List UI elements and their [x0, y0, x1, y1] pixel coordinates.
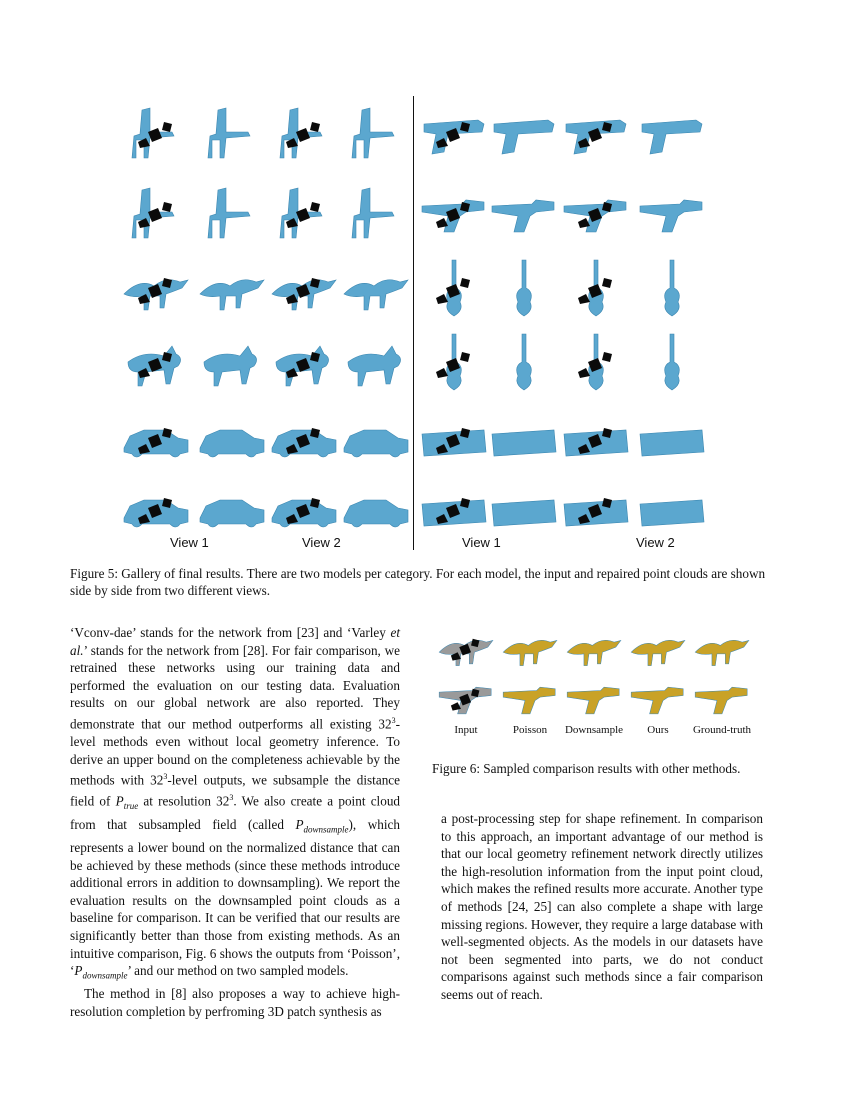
gallery-dinosaur-thumbnail [340, 258, 412, 320]
gallery-guitar-thumbnail [636, 332, 708, 394]
gallery-pistol-thumbnail [488, 102, 560, 164]
gallery-guitar-thumbnail [560, 332, 632, 394]
comparison-revolver-thumbnail [498, 672, 562, 724]
gallery-car-thumbnail [268, 478, 340, 540]
gallery-sofa-thumbnail [560, 478, 632, 540]
gallery-guitar-thumbnail [418, 332, 490, 394]
gallery-chair-thumbnail [340, 102, 412, 164]
comparison-label: Downsample [564, 724, 624, 736]
comparison-dinosaur-thumbnail [690, 622, 754, 674]
gallery-cat-thumbnail [120, 332, 192, 394]
gallery-revolver-thumbnail [418, 182, 490, 244]
gallery-cat-thumbnail [340, 332, 412, 394]
gallery-car-thumbnail [196, 478, 268, 540]
gallery-chair-thumbnail [196, 182, 268, 244]
gallery-chair-thumbnail [120, 102, 192, 164]
comparison-dinosaur-thumbnail [562, 622, 626, 674]
comparison-label: Poisson [512, 724, 548, 736]
gallery-car-thumbnail [120, 478, 192, 540]
gallery-sofa-thumbnail [560, 408, 632, 470]
gallery-cat-thumbnail [268, 332, 340, 394]
gallery-guitar-thumbnail [418, 258, 490, 320]
gallery-revolver-thumbnail [636, 182, 708, 244]
comparison-dinosaur-thumbnail [434, 622, 498, 674]
gallery-revolver-thumbnail [560, 182, 632, 244]
gallery-dinosaur-thumbnail [196, 258, 268, 320]
gallery-sofa-thumbnail [636, 408, 708, 470]
comparison-label: Ground-truth [692, 724, 752, 736]
view-label-left-2: View 2 [302, 535, 341, 550]
gallery-chair-thumbnail [268, 102, 340, 164]
gallery-pistol-thumbnail [636, 102, 708, 164]
comparison-revolver-thumbnail [626, 672, 690, 724]
comparison-revolver-thumbnail [562, 672, 626, 724]
comparison-label: Ours [647, 724, 669, 736]
gallery-chair-thumbnail [196, 102, 268, 164]
gallery-dinosaur-thumbnail [120, 258, 192, 320]
comparison-revolver-thumbnail [690, 672, 754, 724]
gallery-car-thumbnail [340, 408, 412, 470]
gallery-pistol-thumbnail [560, 102, 632, 164]
gallery-car-thumbnail [340, 478, 412, 540]
gallery-guitar-thumbnail [488, 332, 560, 394]
left-column [70, 624, 400, 1021]
comparison-revolver-thumbnail [434, 672, 498, 724]
gallery-sofa-thumbnail [418, 408, 490, 470]
gallery-guitar-thumbnail [560, 258, 632, 320]
figure-5-gallery [118, 96, 718, 552]
view-label-left-1: View 1 [170, 535, 209, 550]
comparison-dinosaur-thumbnail [498, 622, 562, 674]
right-paragraph: a post-processing step for shape refinement. In comparison to this approach, an important advantage of our method is that our local geometry refinement network directly utilizes the high-resolution information from the input point cloud, which makes the refined results more accurate. Another type of methods [24, 25] can also complete a shape with large missing regions. However, they require a large database with well-segmented objects. As the models in our datasets have not been segmented into parts, we do not conduct comparisons against such methods since a fair comparison seems out of reach. [441, 811, 763, 1002]
gallery-divider [413, 96, 414, 550]
gallery-sofa-thumbnail [488, 478, 560, 540]
gallery-revolver-thumbnail [488, 182, 560, 244]
left-paragraph-2: The method in [8] also proposes a way to achieve high-resolution completion by perfroming 3D patch synthesis as [70, 986, 400, 1019]
gallery-sofa-thumbnail [488, 408, 560, 470]
view-label-right-2: View 2 [636, 535, 675, 550]
left-paragraph-1: ‘Vconv-dae’ stands for the network from [23] and ‘Varley et al.’ stands for the network from [28]. For fair comparison, we retrained these networks using our training data and performed the evaluation on our testing data. Evaluation results on our global network are also reported. They demonstrate that our method outperforms all existing $32^3$-level methods even without local geometry inference. To derive an upper bound on the completeness achievable by the methods with $32^3$-level outputs, we subsample the distance field of $P_{true}$ at resolution $32^3$. We also create a point cloud from that subsampled field (called $P_{downsample}$), which represents a lower bound on the normalized distance that can be achieved by these methods (since these methods introduce additional errors in addition to downsampling). We report the evaluation results on the downsampled point clouds as a baseline for comparison. It can be verified that our results are significantly better than those from existing methods. As an intuitive comparison, Fig. 6 shows the outputs from ‘Poisson’, ‘$P_{downsample}$’ and our method on two sampled models. [70, 625, 401, 981]
gallery-cat-thumbnail [196, 332, 268, 394]
gallery-chair-thumbnail [120, 182, 192, 244]
view-label-right-1: View 1 [462, 535, 501, 550]
gallery-guitar-thumbnail [488, 258, 560, 320]
gallery-pistol-thumbnail [418, 102, 490, 164]
comparison-label: Input [454, 724, 478, 736]
figure-6-caption: Figure 6: Sampled comparison results with other methods. [432, 761, 741, 776]
gallery-dinosaur-thumbnail [268, 258, 340, 320]
figure-5-caption: Figure 5: Gallery of final results. There are two models per category. For each model, the input and repaired point clouds are shown side by side from two different views. [70, 566, 766, 598]
comparison-dinosaur-thumbnail [626, 622, 690, 674]
gallery-chair-thumbnail [340, 182, 412, 244]
right-column [441, 810, 763, 1004]
gallery-car-thumbnail [120, 408, 192, 470]
gallery-chair-thumbnail [268, 182, 340, 244]
gallery-car-thumbnail [268, 408, 340, 470]
gallery-sofa-thumbnail [636, 478, 708, 540]
figure-6 [432, 620, 762, 750]
gallery-sofa-thumbnail [418, 478, 490, 540]
gallery-car-thumbnail [196, 408, 268, 470]
gallery-guitar-thumbnail [636, 258, 708, 320]
